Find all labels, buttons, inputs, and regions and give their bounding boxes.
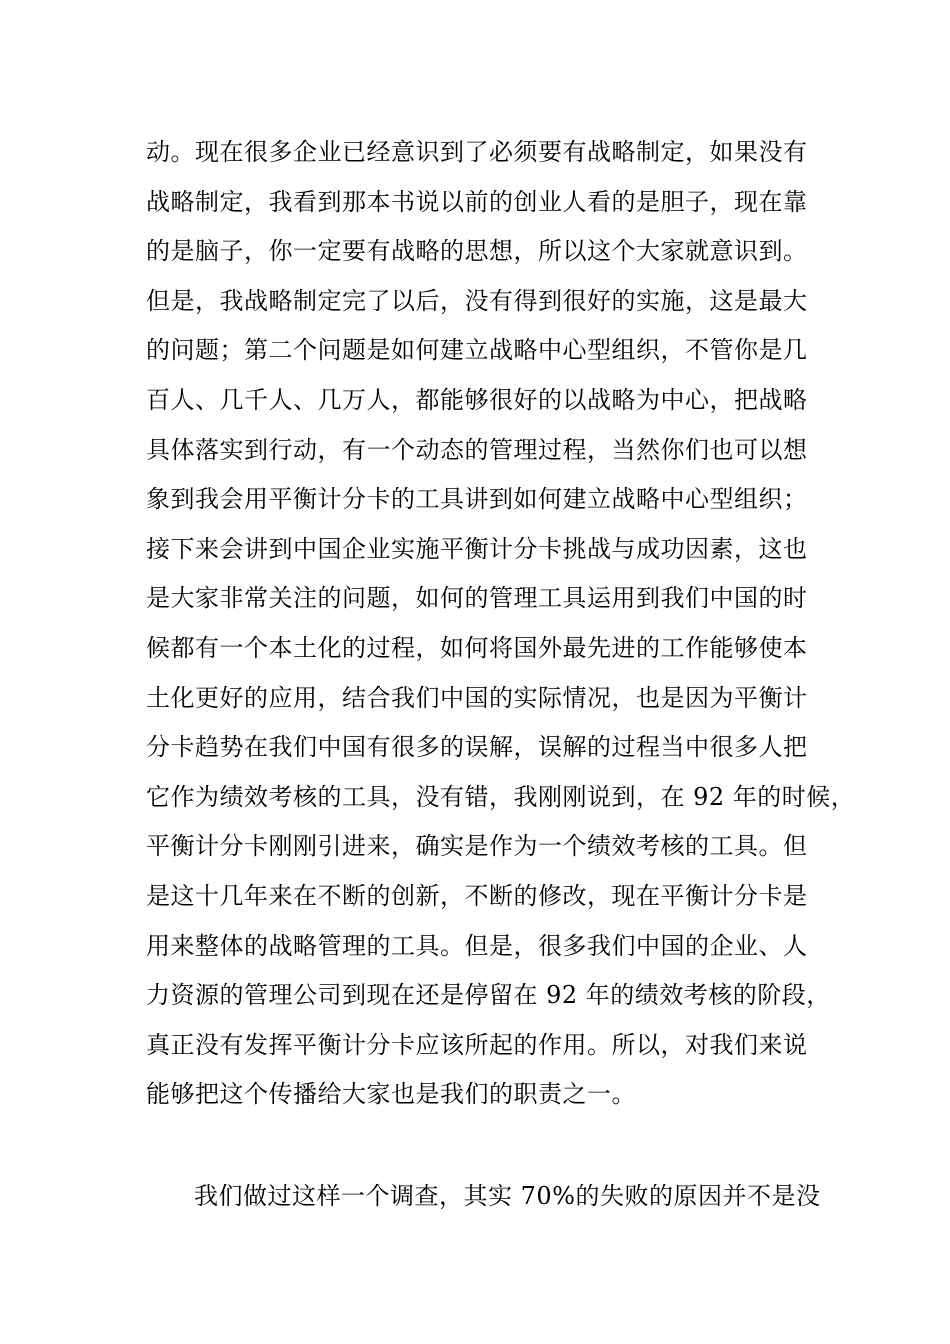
text-line: 我们做过这样一个调查，其实 70%的失败的原因并不是没 [194, 1182, 821, 1210]
paragraph-1 [146, 128, 856, 1120]
text-line: 是大家非常关注的问题，如何的管理工具运用到我们中国的时 [146, 584, 808, 613]
text-line: 的是脑子，你一定要有战略的思想，所以这个大家就意识到。 [146, 237, 808, 266]
text-line: 能够把这个传播给大家也是我们的职责之一。 [146, 1080, 636, 1109]
text-line: 百人、几千人、几万人，都能够很好的以战略为中心，把战略 [146, 385, 808, 414]
text-line: 的问题；第二个问题是如何建立战略中心型组织，不管你是几 [146, 336, 808, 365]
text-line: 战略制定，我看到那本书说以前的创业人看的是胆子，现在靠 [146, 187, 808, 216]
text-line: 接下来会讲到中国企业实施平衡计分卡挑战与成功因素，这也 [146, 534, 808, 563]
text-line: 平衡计分卡刚刚引进来，确实是作为一个绩效考核的工具。但 [146, 832, 808, 861]
text-line: 候都有一个本土化的过程，如何将国外最先进的工作能够使本 [146, 633, 808, 662]
paragraph-2 [146, 1172, 821, 1222]
text-line: 用来整体的战略管理的工具。但是，很多我们中国的企业、人 [146, 931, 808, 960]
text-line: 土化更好的应用，结合我们中国的实际情况，也是因为平衡计 [146, 683, 808, 712]
text-line: 但是，我战略制定完了以后，没有得到很好的实施，这是最大 [146, 286, 808, 315]
text-line: 它作为绩效考核的工具，没有错，我刚刚说到，在 92 年的时候， [146, 782, 856, 811]
text-line: 是这十几年来在不断的创新，不断的修改，现在平衡计分卡是 [146, 881, 808, 910]
text-line: 具体落实到行动，有一个动态的管理过程，当然你们也可以想 [146, 435, 808, 464]
text-line: 力资源的管理公司到现在还是停留在 92 年的绩效考核的阶段， [146, 981, 831, 1010]
text-line: 真正没有发挥平衡计分卡应该所起的作用。所以，对我们来说 [146, 1030, 808, 1059]
text-line: 分卡趋势在我们中国有很多的误解，误解的过程当中很多人把 [146, 733, 808, 762]
text-line: 象到我会用平衡计分卡的工具讲到如何建立战略中心型组织； [146, 485, 808, 514]
text-line: 动。现在很多企业已经意识到了必须要有战略制定，如果没有 [146, 138, 808, 166]
